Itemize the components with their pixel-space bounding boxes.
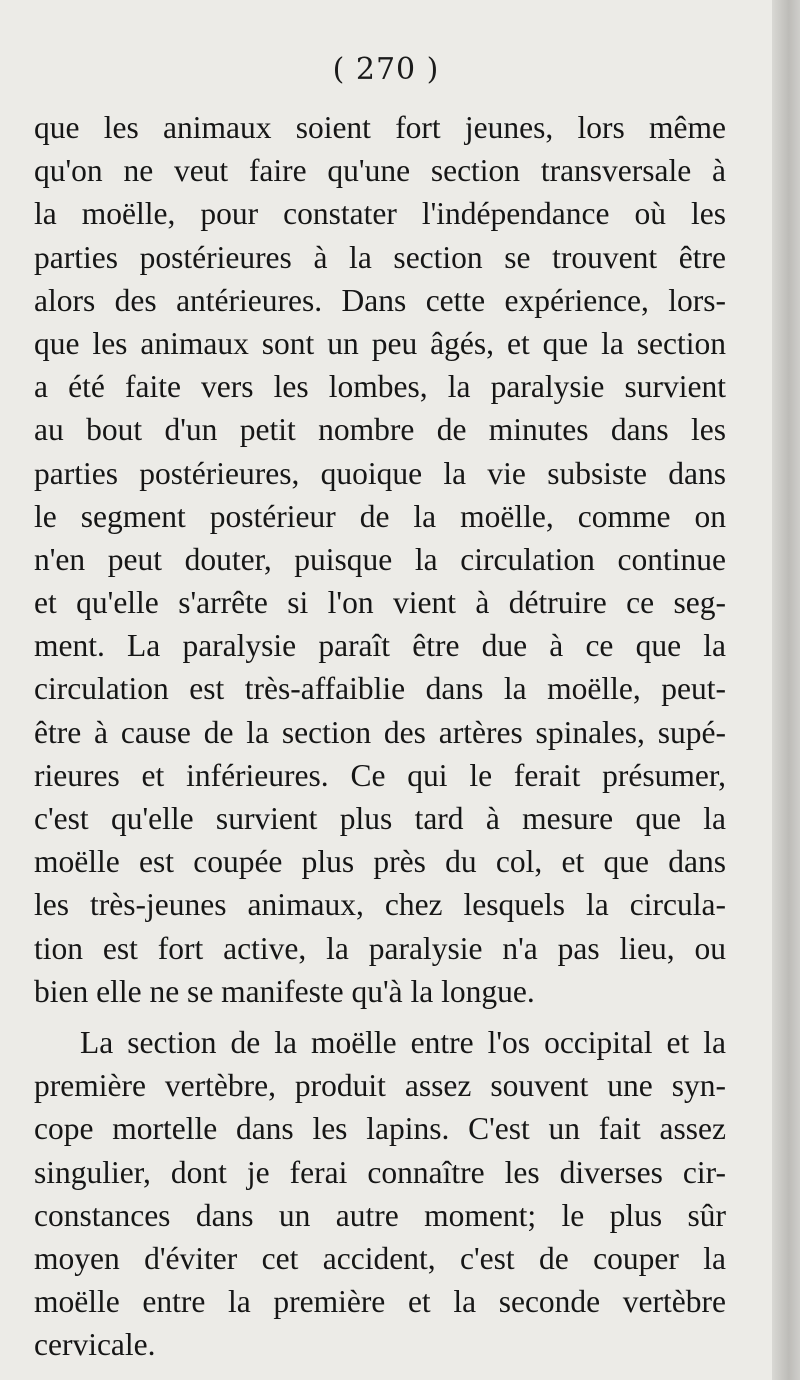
text-line: cervicale. [34, 1327, 156, 1363]
paragraph-gap [34, 1013, 726, 1021]
page-number: ( 270 ) [332, 52, 440, 87]
text-line: au bout d'un petit nombre de minutes dans les [34, 412, 726, 448]
text-line: parties postérieures à la section se trouvent être [34, 239, 726, 275]
text-line: a été faite vers les lombes, la paralysie survient [34, 369, 726, 405]
text-line: première vertèbre, produit assez souvent une syn- [34, 1068, 726, 1104]
text-line: être à cause de la section des artères spinales, supé- [34, 714, 726, 750]
text-line: tion est fort active, la paralysie n'a pas lieu, ou [34, 930, 726, 966]
text-line: n'en peut douter, puisque la circulation continue [34, 541, 726, 577]
text-line: bien elle ne se manifeste qu'à la longue. [34, 973, 535, 1009]
text-line: constances dans un autre moment; le plus sûr [34, 1197, 726, 1233]
text-line: La section de la moëlle entre l'os occipital et la [80, 1024, 726, 1060]
text-line: que les animaux sont un peu âgés, et que la section [34, 325, 726, 361]
text-line: rieures et inférieures. Ce qui le ferait présumer, [34, 757, 726, 793]
text-line: moëlle est coupée plus près du col, et que dans [34, 844, 726, 880]
page-edge-shadow [772, 0, 800, 1380]
paragraph-2 [34, 1021, 726, 1367]
text-line: c'est qu'elle survient plus tard à mesure que la [34, 801, 726, 836]
text-line: moyen d'éviter cet accident, c'est de couper la [34, 1240, 726, 1276]
text-line: le segment postérieur de la moëlle, comme on [34, 498, 726, 534]
text-line: moëlle entre la première et la seconde vertèbre [34, 1284, 726, 1320]
text-line: alors des antérieures. Dans cette expérience, lors- [34, 282, 726, 318]
text-line: la moëlle, pour constater l'indépendance où les [34, 196, 726, 232]
text-line: que les animaux soient fort jeunes, lors même [34, 110, 726, 145]
text-line: parties postérieures, quoique la vie subsiste dans [34, 455, 726, 491]
paragraph-1 [34, 106, 726, 1013]
text-line: circulation est très-affaiblie dans la moëlle, peut- [34, 671, 726, 707]
text-line: cope mortelle dans les lapins. C'est un fait assez [34, 1111, 726, 1147]
text-line: et qu'elle s'arrête si l'on vient à détruire ce seg- [34, 585, 726, 621]
text-line: les très-jeunes animaux, chez lesquels la circula- [34, 887, 726, 923]
text-line: singulier, dont je ferai connaître les diverses cir- [34, 1154, 726, 1190]
body-text [34, 106, 726, 1366]
text-line: qu'on ne veut faire qu'une section transversale à [34, 153, 726, 189]
text-line: ment. La paralysie paraît être due à ce que la [34, 628, 726, 664]
